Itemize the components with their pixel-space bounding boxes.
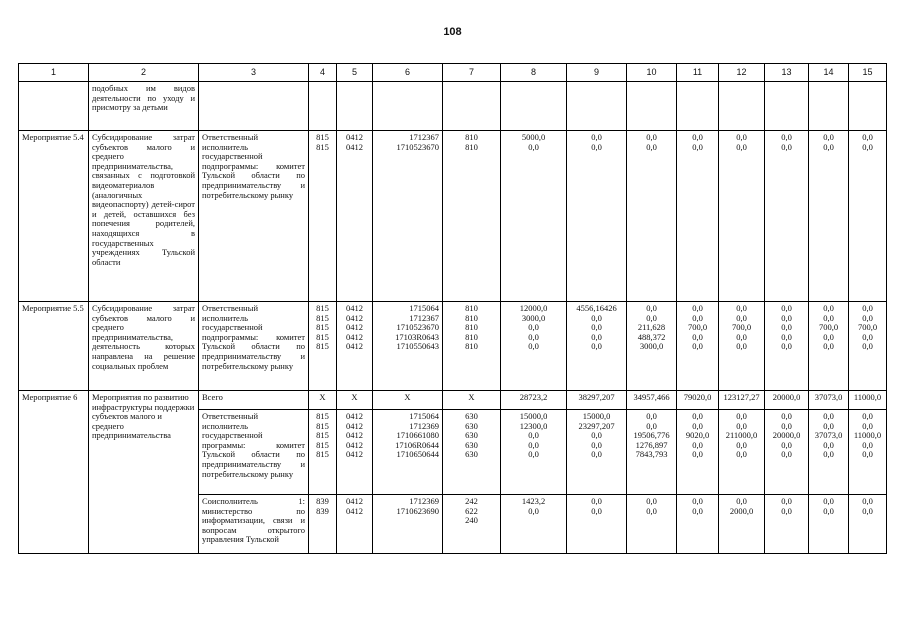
executor-cell: Ответственный исполнитель государственной подпрограммы: комитет Тульской области по предпринимательству и потребительскому рынку: [199, 302, 309, 391]
value-cell: 79020,0: [677, 391, 719, 410]
value-cell: 810 810 810 810 810: [443, 302, 501, 391]
header-cell: 5: [337, 64, 373, 82]
value-cell: 0,0 0,0 11000,0 0,0 0,0: [849, 410, 887, 495]
name-cell: Субсидирование затрат субъектов малого и среднего предпринимательства, деятельность которых направлена на решение социальных проблем: [89, 302, 199, 391]
value-cell: 0,0 0,0 20000,0 0,0 0,0: [765, 410, 809, 495]
value-cell: 0412 0412 0412 0412 0412: [337, 302, 373, 391]
value-cell: 1712367 1710523670: [373, 131, 443, 302]
value-cell: 0,0 0,0: [765, 495, 809, 554]
value-cell: 815 815: [309, 131, 337, 302]
header-cell: 11: [677, 64, 719, 82]
value-cell: 0412 0412: [337, 131, 373, 302]
value-cell: 12000,0 3000,0 0,0 0,0 0,0: [501, 302, 567, 391]
value-cell: 0,0 0,0 37073,0 0,0 0,0: [809, 410, 849, 495]
event-cell: Мероприятие 5.4: [19, 131, 89, 302]
header-cell: 3: [199, 64, 309, 82]
value-cell: [309, 82, 337, 131]
value-cell: 0,0 2000,0: [719, 495, 765, 554]
value-cell: 0,0 0,0: [627, 495, 677, 554]
budget-table: [18, 63, 887, 554]
executor-cell: Ответственный исполнитель государственной программы: комитет Тульской области по предпринимательству и потребительскому рынку: [199, 410, 309, 495]
value-cell: 0,0 0,0 700,0 0,0 0,0: [849, 302, 887, 391]
value-cell: 0,0 0,0 19506,776 1276,897 7843,793: [627, 410, 677, 495]
event-cell: Мероприятие 5.5: [19, 302, 89, 391]
value-cell: [765, 82, 809, 131]
table-row: [19, 302, 887, 391]
header-cell: 15: [849, 64, 887, 82]
value-cell: 34957,466: [627, 391, 677, 410]
value-cell: 839 839: [309, 495, 337, 554]
header-cell: 1: [19, 64, 89, 82]
value-cell: [627, 82, 677, 131]
value-cell: 0,0 0,0 9020,0 0,0 0,0: [677, 410, 719, 495]
value-cell: [567, 82, 627, 131]
value-cell: 15000,0 12300,0 0,0 0,0 0,0: [501, 410, 567, 495]
table-row: [19, 131, 887, 302]
value-cell: 0,0 0,0: [567, 495, 627, 554]
event-cell: [19, 82, 89, 131]
executor-cell: [199, 82, 309, 131]
table-row: [19, 391, 887, 410]
value-cell: 242 622 240: [443, 495, 501, 554]
header-cell: 6: [373, 64, 443, 82]
value-cell: 37073,0: [809, 391, 849, 410]
value-cell: 810 810: [443, 131, 501, 302]
executor-cell: Соисполнитель 1: министерство по информатизации, связи и вопросам открытого управления Тульской: [199, 495, 309, 554]
value-cell: 0,0 0,0: [627, 131, 677, 302]
value-cell: 0,0 0,0 700,0 0,0 0,0: [809, 302, 849, 391]
value-cell: [849, 82, 887, 131]
value-cell: 1715064 1712367 1710523670 17103R0643 1710550643: [373, 302, 443, 391]
value-cell: [809, 82, 849, 131]
page-number: 108: [443, 26, 462, 38]
value-cell: X: [373, 391, 443, 410]
value-cell: 0,0 0,0 211,628 488,372 3000,0: [627, 302, 677, 391]
value-cell: [677, 82, 719, 131]
value-cell: 0,0 0,0 0,0 0,0 0,0: [765, 302, 809, 391]
value-cell: [719, 82, 765, 131]
value-cell: 0,0 0,0 700,0 0,0 0,0: [719, 302, 765, 391]
value-cell: [373, 82, 443, 131]
header-cell: 4: [309, 64, 337, 82]
value-cell: 0,0 0,0: [719, 131, 765, 302]
header-cell: 10: [627, 64, 677, 82]
name-cell: подобных им видов деятельности по уходу и присмотру за детьми: [89, 82, 199, 131]
value-cell: X: [337, 391, 373, 410]
header-cell: 12: [719, 64, 765, 82]
value-cell: 0,0 0,0: [677, 131, 719, 302]
table-row: [19, 82, 887, 131]
header-row: [19, 64, 887, 82]
name-cell: Мероприятия по развитию инфраструктуры поддержки субъектов малого и среднего предпринимательства: [89, 391, 199, 554]
header-cell: 2: [89, 64, 199, 82]
value-cell: 0,0 0,0: [809, 495, 849, 554]
header-cell: 14: [809, 64, 849, 82]
value-cell: [443, 82, 501, 131]
value-cell: 20000,0: [765, 391, 809, 410]
value-cell: 15000,0 23297,207 0,0 0,0 0,0: [567, 410, 627, 495]
header-cell: 13: [765, 64, 809, 82]
value-cell: 0,0 0,0: [765, 131, 809, 302]
value-cell: 1715064 1712369 1710661080 17106R0644 1710650644: [373, 410, 443, 495]
value-cell: 0,0 0,0: [849, 131, 887, 302]
value-cell: 630 630 630 630 630: [443, 410, 501, 495]
header-cell: 7: [443, 64, 501, 82]
value-cell: 11000,0: [849, 391, 887, 410]
header-cell: 8: [501, 64, 567, 82]
name-cell: Субсидирование затрат субъектов малого и среднего предпринимательства, связанных с подготовкой видеоматериалов (аналогичных видеопаспорту) детей-сирот и детей, оставшихся без попечения родителей, находящихся в государственных учреждениях Тульской области: [89, 131, 199, 302]
value-cell: 0,0 0,0: [677, 495, 719, 554]
value-cell: 815 815 815 815 815: [309, 410, 337, 495]
value-cell: X: [309, 391, 337, 410]
value-cell: 4556,16426 0,0 0,0 0,0 0,0: [567, 302, 627, 391]
header-cell: 9: [567, 64, 627, 82]
value-cell: 28723,2: [501, 391, 567, 410]
value-cell: 0,0 0,0 700,0 0,0 0,0: [677, 302, 719, 391]
value-cell: 38297,207: [567, 391, 627, 410]
value-cell: [501, 82, 567, 131]
value-cell: 0,0 0,0: [849, 495, 887, 554]
value-cell: X: [443, 391, 501, 410]
value-cell: 1712369 1710623690: [373, 495, 443, 554]
total-label: Всего: [199, 391, 309, 410]
value-cell: 0412 0412 0412 0412 0412: [337, 410, 373, 495]
value-cell: 1423,2 0,0: [501, 495, 567, 554]
value-cell: 0,0 0,0: [809, 131, 849, 302]
value-cell: [337, 82, 373, 131]
value-cell: 0,0 0,0: [567, 131, 627, 302]
event-cell: Мероприятие 6: [19, 391, 89, 554]
value-cell: 0,0 0,0 211000,0 0,0 0,0: [719, 410, 765, 495]
value-cell: 0412 0412: [337, 495, 373, 554]
value-cell: 815 815 815 815 815: [309, 302, 337, 391]
executor-cell: Ответственный исполнитель государственной подпрограммы: комитет Тульской области по предпринимательству и потребительскому рынку: [199, 131, 309, 302]
value-cell: 123127,27: [719, 391, 765, 410]
value-cell: 5000,0 0,0: [501, 131, 567, 302]
